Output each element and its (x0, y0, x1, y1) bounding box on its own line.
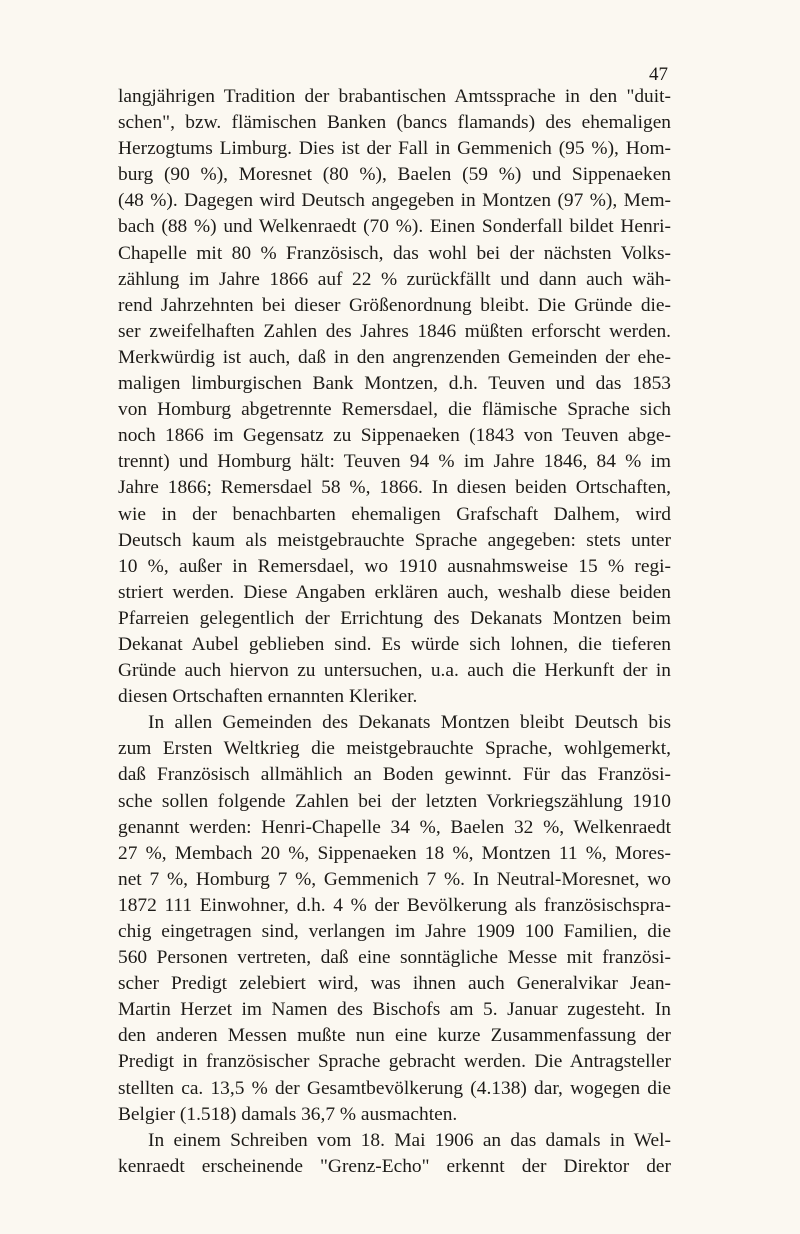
text-line: net 7 %, Homburg 7 %, Gemmenich 7 %. In Neutral-Moresnet, wo (118, 868, 671, 890)
text-line: ser zweifelhaften Zahlen des Jahres 1846 müßten erforscht werden. (118, 320, 671, 342)
text-line: chig eingetragen sind, verlangen im Jahre 1909 100 Familien, die (118, 921, 671, 942)
text-line: 560 Personen vertreten, daß eine sonntägliche Messe mit französi- (118, 947, 671, 969)
text-line: stellten ca. 13,5 % der Gesamtbevölkerung (4.138) dar, wogegen die (118, 1077, 671, 1099)
text-line: Predigt in französischer Sprache gebracht werden. Die Antragsteller (118, 1051, 671, 1073)
text-line: bach (88 %) und Welkenraedt (70 %). Einen Sonderfall bildet Henri- (118, 216, 671, 238)
text-line: maligen limburgischen Bank Montzen, d.h. Teuven und das 1853 (118, 373, 671, 395)
text-line: langjährigen Tradition der brabantischen Amtssprache in den "duit- (118, 86, 671, 107)
text-line: den anderen Messen mußte nun eine kurze Zusammenfassung der (118, 1025, 671, 1047)
text-line: Gründe auch hiervon zu untersuchen, u.a. auch die Herkunft der in (118, 660, 671, 682)
text-line: zum Ersten Weltkrieg die meistgebrauchte Sprache, wohlgemerkt, (118, 738, 671, 760)
text-line: noch 1866 im Gegensatz zu Sippenaeken (1843 von Teuven abge- (118, 425, 671, 447)
text-line: Pfarreien gelegentlich der Errichtung des Dekanats Montzen beim (118, 607, 671, 629)
text-line: 27 %, Membach 20 %, Sippenaeken 18 %, Montzen 11 %, Mores- (118, 842, 671, 864)
text-line: daß Französisch allmählich an Boden gewinnt. Für das Französi- (118, 764, 671, 786)
text-line: zählung im Jahre 1866 auf 22 % zurückfällt und dann auch wäh- (118, 268, 671, 290)
text-line: striert werden. Diese Angaben erklären auch, weshalb diese beiden (118, 581, 671, 603)
text-line: burg (90 %), Moresnet (80 %), Baelen (59 %) und Sippenaeken (118, 164, 671, 186)
text-line: genannt werden: Henri-Chapelle 34 %, Baelen 32 %, Welkenraedt (118, 816, 671, 838)
text-line: Martin Herzet im Namen des Bischofs am 5. Januar zugesteht. In (118, 999, 671, 1021)
text-line: scher Predigt zelebiert wird, was ihnen auch Generalvikar Jean- (118, 973, 671, 995)
text-line: Chapelle mit 80 % Französisch, das wohl bei der nächsten Volks- (118, 242, 671, 264)
text-line: (48 %). Dagegen wird Deutsch angegeben in Montzen (97 %), Mem- (118, 190, 671, 212)
text-line: trennt) und Homburg hält: Teuven 94 % im Jahre 1846, 84 % im (118, 451, 671, 473)
text-line: In allen Gemeinden des Dekanats Montzen bleibt Deutsch bis (148, 712, 671, 734)
text-line: rend Jahrzehnten bei dieser Größenordnung bleibt. Die Gründe die- (118, 294, 671, 316)
text-line: Deutsch kaum als meistgebrauchte Sprache angegeben: stets unter (118, 529, 671, 551)
text-line: Merkwürdig ist auch, daß in den angrenzenden Gemeinden der ehe- (118, 346, 671, 368)
text-line: Belgier (1.518) damals 36,7 % ausmachten. (118, 1103, 458, 1125)
text-line: Herzogtums Limburg. Dies ist der Fall in Gemmenich (95 %), Hom- (118, 138, 671, 160)
text-line: von Homburg abgetrennte Remersdael, die flämische Sprache sich (118, 399, 671, 421)
text-line: 10 %, außer in Remersdael, wo 1910 ausnahmsweise 15 % regi- (118, 555, 671, 577)
text-line: Dekanat Aubel geblieben sind. Es würde sich lohnen, die tieferen (118, 633, 671, 655)
text-line: diesen Ortschaften ernannten Kleriker. (118, 686, 418, 708)
text-line: kenraedt erscheinende "Grenz-Echo" erkennt der Direktor der (118, 1155, 671, 1177)
text-line: wie in der benachbarten ehemaligen Grafschaft Dalhem, wird (118, 503, 671, 525)
text-line: sche sollen folgende Zahlen bei der letzten Vorkriegszählung 1910 (118, 790, 671, 812)
text-line: 1872 111 Einwohner, d.h. 4 % der Bevölkerung als französischspra- (118, 894, 671, 916)
text-line: Jahre 1866; Remersdael 58 %, 1866. In diesen beiden Ortschaften, (118, 477, 671, 499)
body-text (118, 84, 671, 1180)
text-line: In einem Schreiben vom 18. Mai 1906 an das damals in Wel- (148, 1129, 671, 1151)
text-line: schen", bzw. flämischen Banken (bancs flamands) des ehemaligen (118, 112, 671, 134)
page-number: 47 (649, 64, 668, 85)
